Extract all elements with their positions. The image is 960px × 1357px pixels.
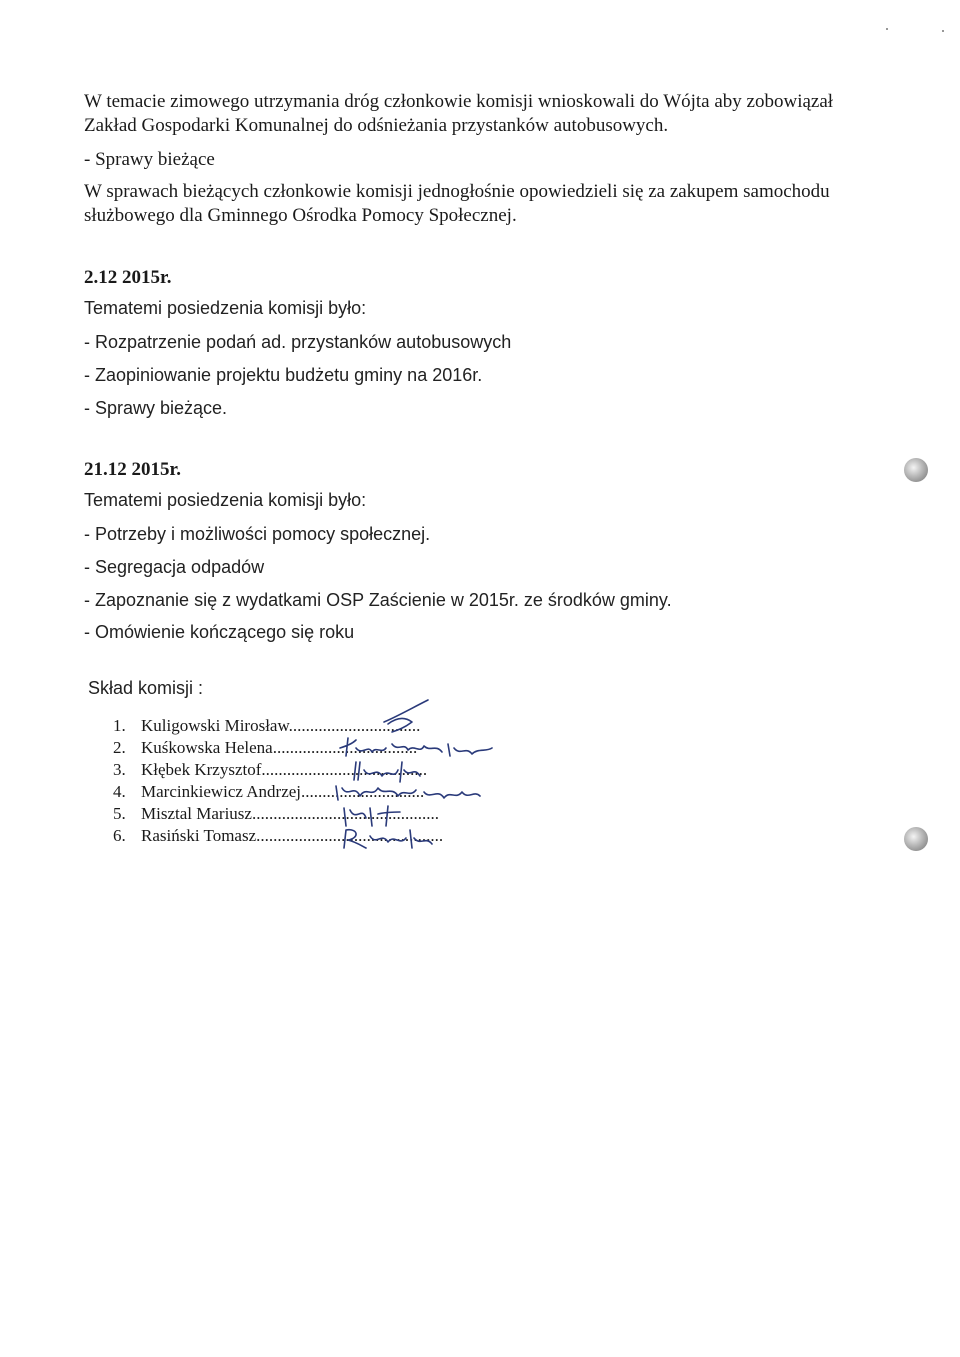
dotted-leader: ............................................ <box>251 804 439 823</box>
meeting-1-item: - Zaopiniowanie projektu budżetu gminy na 2016r. <box>84 365 483 385</box>
meeting-2-item: - Segregacja odpadów <box>84 557 265 577</box>
member-name: Misztal Mariusz <box>141 804 252 823</box>
current-affairs-line-1: W sprawach bieżących członkowie komisji jednogłośnie opowiedzieli się za zakupem samochodu <box>84 181 830 202</box>
dotted-leader: ....................................... <box>261 760 428 779</box>
intro-line-2: Zakład Gospodarki Komunalnej do odśnieżania przystanków autobusowych. <box>84 115 669 136</box>
member-name: Kuligowski Mirosław <box>141 716 289 735</box>
scan-speck <box>886 28 888 30</box>
meeting-1-item: - Sprawy bieżące. <box>84 398 228 418</box>
current-affairs-line-2: służbowego dla Gminnego Ośrodka Pomocy Społecznej. <box>84 205 517 226</box>
intro-line-1: W temacie zimowego utrzymania dróg członkowie komisji wnioskowali do Wójta aby zobowiązał <box>84 91 834 112</box>
member-number: 5. <box>113 804 126 823</box>
committee-member <box>113 760 513 780</box>
current-affairs-heading: - Sprawy bieżące <box>84 149 215 170</box>
dotted-leader: ............................... <box>288 716 421 735</box>
committee-member <box>113 738 513 758</box>
member-name: Kłębek Krzysztof <box>141 760 262 779</box>
member-name: Rasiński Tomasz <box>141 826 257 845</box>
punch-hole <box>904 827 928 851</box>
dotted-leader: ............................. <box>301 782 425 801</box>
dotted-leader: .................................. <box>272 738 418 757</box>
member-number: 4. <box>113 782 126 801</box>
member-number: 6. <box>113 826 126 845</box>
meeting-2-intro: Tematemi posiedzenia komisji było: <box>84 490 367 510</box>
member-number: 2. <box>113 738 126 757</box>
dotted-leader: ............................................ <box>256 826 444 845</box>
meeting-2-item: - Zapoznanie się z wydatkami OSP Zaścienie w 2015r. ze środków gminy. <box>84 590 672 610</box>
committee-heading: Skład komisji : <box>88 678 204 698</box>
meeting-2-item: - Omówienie kończącego się roku <box>84 622 355 642</box>
meeting-2-item: - Potrzeby i możliwości pomocy społecznej. <box>84 524 431 544</box>
member-name: Kuśkowska Helena <box>141 738 273 757</box>
meeting-1-intro: Tematemi posiedzenia komisji było: <box>84 298 367 318</box>
member-name: Marcinkiewicz Andrzej <box>141 782 302 801</box>
meeting-1-item: - Rozpatrzenie podań ad. przystanków autobusowych <box>84 332 512 352</box>
committee-member <box>113 804 513 824</box>
committee-member <box>113 826 513 846</box>
scan-speck <box>942 30 944 32</box>
punch-hole <box>904 458 928 482</box>
member-number: 3. <box>113 760 126 779</box>
meeting-1-date: 2.12 2015r. <box>84 267 172 288</box>
committee-member <box>113 782 513 802</box>
committee-member <box>113 716 513 736</box>
meeting-2-date: 21.12 2015r. <box>84 459 181 480</box>
member-number: 1. <box>113 716 126 735</box>
